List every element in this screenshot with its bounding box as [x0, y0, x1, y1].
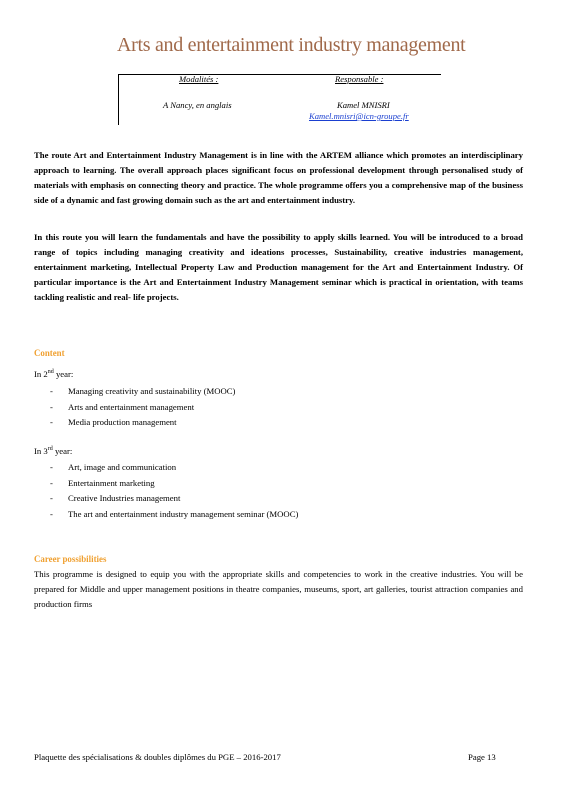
responsable-email-link[interactable]: Kamel.mnisri@icn-groupe.fr — [309, 111, 409, 121]
page-number: Page 13 — [468, 752, 496, 762]
list-item: - Creative Industries management — [50, 493, 181, 503]
intro-paragraph-1: The route Art and Entertainment Industry Management is in line with the ARTEM alliance which promotes an interdisciplinary approach to learning. The overall approach places significant focus on professional development through personalised study of materials with emphasis on connecting theory and practice. The whole programme offers you a comprehensive map of the business side of a dynamic and fast growing domain such as the art and entertainment industry. — [34, 150, 523, 206]
year-2-label: In 2nd year: — [34, 369, 74, 379]
year-3-list — [50, 460, 298, 522]
year-2-list — [50, 384, 235, 431]
career-heading: Career possibilities — [34, 554, 107, 564]
list-item: - Art, image and communication — [50, 462, 177, 472]
list-item: - Media production management — [50, 417, 177, 427]
page-title: Arts and entertainment industry management — [117, 34, 466, 56]
list-item: - Arts and entertainment management — [50, 401, 195, 412]
list-item: - Entertainment marketing — [50, 477, 155, 488]
footer-document-title: Plaquette des spécialisations & doubles diplômes du PGE – 2016-2017 — [34, 752, 281, 762]
career-text: This programme is designed to equip you with the appropriate skills and competencies to work in the creative industries. You will be prepared for Middle and upper management positions in theatre companies, museums, sport, art galleries, tourist attraction companies and production firms — [34, 569, 523, 609]
content-heading: Content — [34, 348, 65, 358]
list-item: - Managing creativity and sustainability (MOOC) — [50, 386, 236, 396]
info-box — [118, 74, 441, 125]
list-item: - The art and entertainment industry management seminar (MOOC) — [50, 508, 299, 519]
modalites-label: Modalités : — [179, 74, 219, 84]
modalites-value: A Nancy, en anglais — [163, 100, 232, 110]
year-3-label: In 3rd year: — [34, 446, 73, 456]
intro-paragraph-2: In this route you will learn the fundamentals and have the possibility to apply skills learned. You will be introduced to a broad range of topics including managing creativity and ideations processes, Sustainability, creative industries management, entertainment marketing, Intellectual Property Law and Production management for the Art and Entertainment Industry. Of particular importance is the Art and Entertainment Industry Management seminar which is practical in orientation, with teams tackling realistic and real- life projects. — [34, 232, 523, 303]
responsable-label: Responsable : — [335, 74, 384, 84]
responsable-name: Kamel MNISRI — [337, 100, 390, 110]
